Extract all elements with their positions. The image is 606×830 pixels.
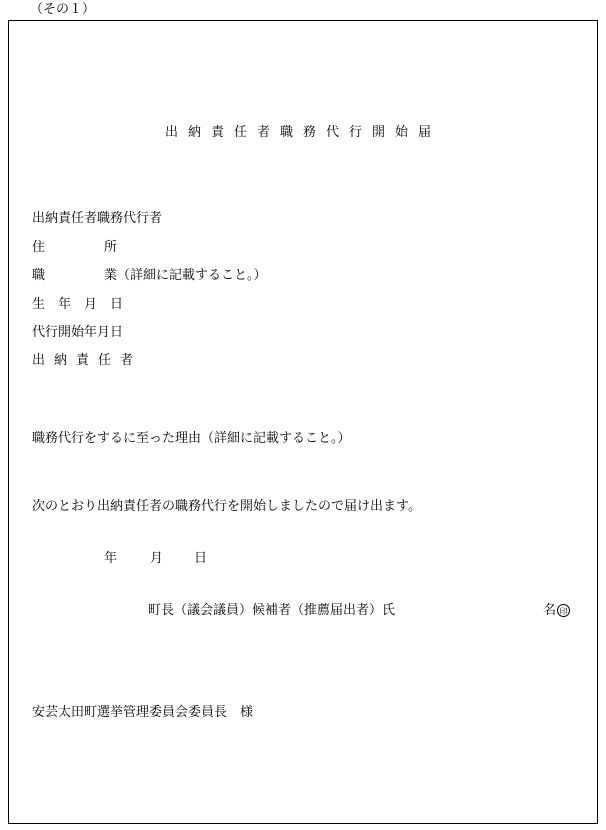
start-date-label: 代行開始年月日 bbox=[32, 325, 124, 340]
birthdate-label: 生 年 月 日 bbox=[32, 297, 124, 312]
statement-text: 次のとおり出納責任者の職務代行を開始しましたので届け出ます。 bbox=[32, 499, 421, 514]
occupation-label-second: 業（詳細に記載すること。） bbox=[104, 268, 267, 283]
addressee: 安芸太田町選挙管理委員会委員長 様 bbox=[32, 705, 254, 720]
signer-name-suffix: 名 bbox=[543, 603, 557, 618]
date-month: 月 bbox=[150, 551, 164, 566]
seal-icon: 印 bbox=[557, 604, 570, 617]
occupation-label-first: 職 bbox=[32, 268, 46, 283]
signer-role: 町長（議会議員）候補者（推薦届出者）氏 bbox=[148, 603, 396, 618]
address-label-second: 所 bbox=[104, 240, 118, 255]
reason-label: 職務代行をするに至った理由（詳細に記載すること。） bbox=[32, 431, 351, 446]
page-label: （その１） bbox=[30, 2, 96, 17]
agent-heading: 出納責任者職務代行者 bbox=[32, 211, 163, 226]
form-title: 出納責任者職務代行開始届 bbox=[164, 125, 441, 140]
address-label-first: 住 bbox=[32, 240, 46, 255]
signer-name-field bbox=[543, 603, 570, 619]
treasurer-label: 出納責任者 bbox=[32, 353, 143, 368]
date-year: 年 bbox=[104, 551, 118, 566]
date-day: 日 bbox=[194, 551, 208, 566]
